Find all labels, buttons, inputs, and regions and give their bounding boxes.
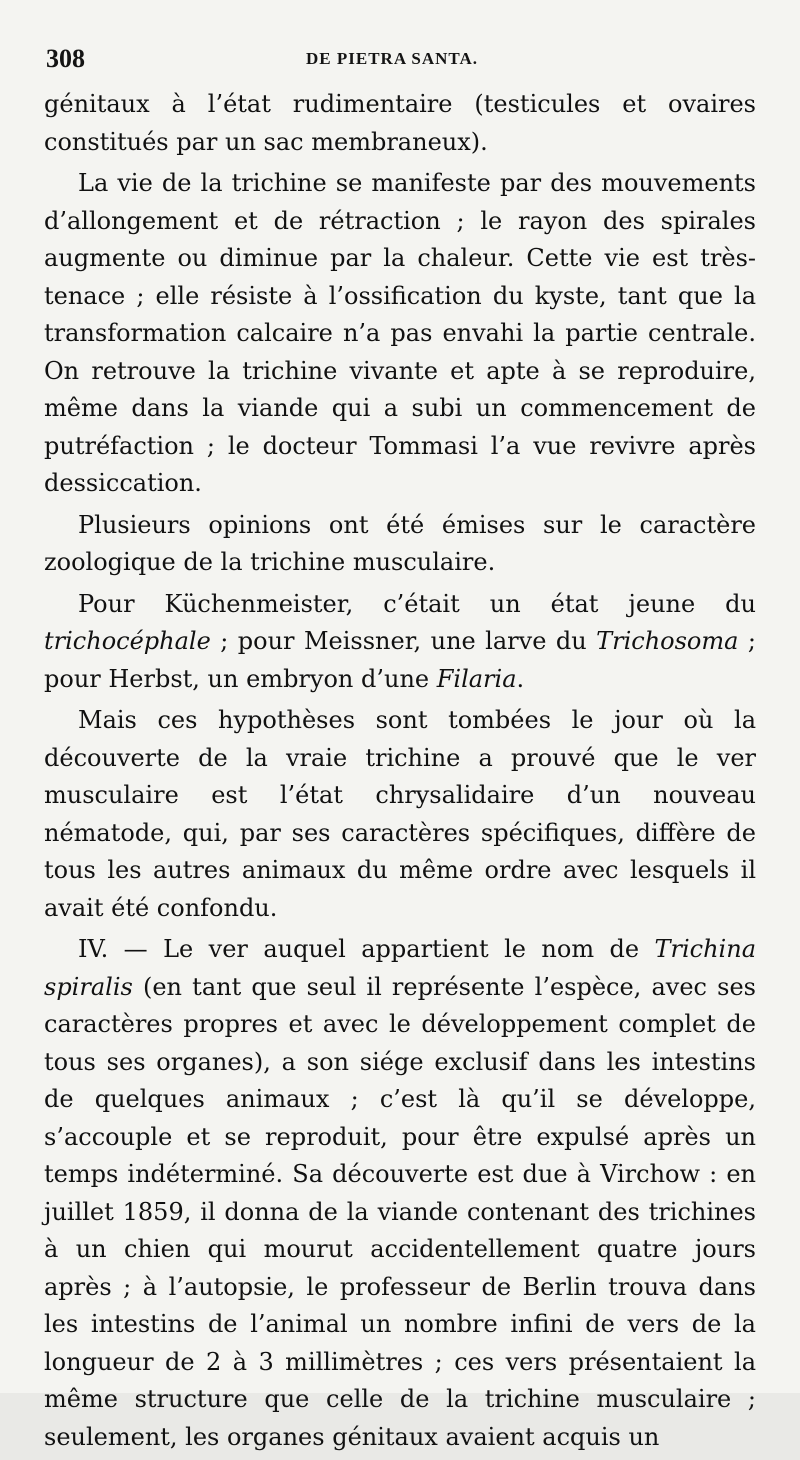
text-run: génitaux à l’état rudimentaire (testicules et ovaires constitués par un sac membraneux). [44,90,756,156]
italic-text: Filaria [436,664,517,693]
text-run: . [516,664,525,693]
running-head: DE PIETRA SANTA. [306,49,479,68]
text-run: Mais ces hypothèses sont tombées le jour où la découverte de la vraie trichine a prouvé que le ver musculaire est l’état chrysalidaire d’un nouveau nématode, qui, par ses caractères spécifiques, diffère de tous les autres animaux du même ordre avec lesquels il avait été confondu. [44,706,756,922]
paragraph [44,507,756,582]
page-number: 308 [46,44,85,73]
text-run: Pour Küchenmeister, c’était un état jeune du [78,589,756,618]
text-run: ; pour Herbst, un embryon d’une [44,627,756,693]
italic-text: trichocéphale [44,627,211,655]
text-run: La vie de la trichine se manifeste par des mouvements d’allongement et de rétraction ; le rayon des spirales augmente ou diminue par la chaleur. Cette vie est très-tenace ; elle résiste à l’ossification du kyste, tant que la transformation calcaire n’a pas envahi la partie centrale. On retrouve la trichine vivante et apte à se reproduire, même dans la viande qui a subi un commencement de putréfaction ; le docteur Tommasi l’a vue revivre après dessiccation. [44,169,756,497]
paragraph [44,165,756,503]
text-run: IV. — Le ver auquel appartient le nom de [78,935,655,963]
paragraph [44,702,756,927]
italic-text: Trichina spiralis [44,935,756,1001]
text-run: ; pour Meissner, une larve du [210,627,597,655]
body-text [44,86,756,1460]
paragraph [44,931,756,1456]
text-run: Plusieurs opinions ont été émises sur le caractère zoologique de la trichine musculaire. [44,510,756,576]
text-run: (en tant que seul il représente l’espèce, avec ses caractères propres et avec le développement complet de tous ses organes), a son siége exclusif dans les intestins de quelques animaux ; c’est là qu’il se développe, s’accouple et se reproduit, pour être expulsé après un temps indéterminé. Sa découverte est due à Virchow : en juillet 1859, il donna de la viande contenant des trichines à un chien qui mourut accidentellement quatre jours après ; à l’autopsie, le professeur de Berlin trouva dans les intestins de l’animal un nombre infini de vers de la longueur de 2 à 3 millimètres ; ces vers présentaient la même structure que celle de la trichine musculaire ; seulement, les organes génitaux avaient acquis un [44,972,756,1451]
paragraph [44,86,756,161]
paragraph [44,586,756,699]
italic-text: Trichosoma [596,627,739,655]
page-header [46,44,760,84]
